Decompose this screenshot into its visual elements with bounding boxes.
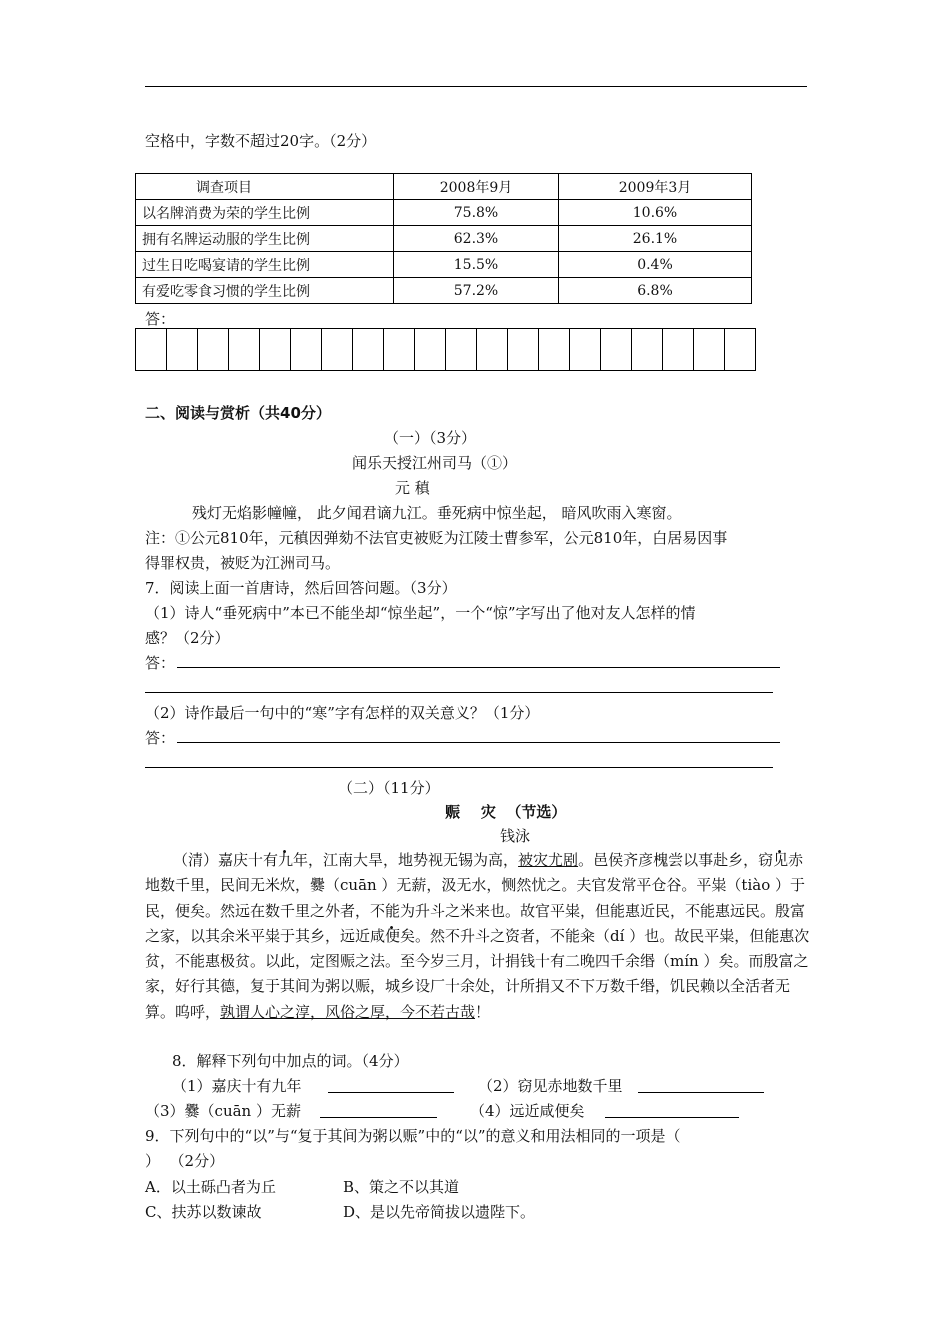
table-cell: 过生日吃喝宴请的学生比例 (136, 252, 394, 278)
table-cell: 10.6% (559, 200, 752, 226)
table-header-row (136, 174, 752, 200)
grid-cell[interactable] (694, 329, 725, 371)
passage-text: ！ (475, 1002, 491, 1021)
grid-cell[interactable] (136, 329, 167, 371)
question-8-2: （2）窃见赤地数千里 (478, 1077, 623, 1095)
grid-cell[interactable] (508, 329, 539, 371)
answer-label: 答： (145, 310, 176, 328)
dotted-word: 咸 (370, 926, 386, 945)
grid-cell[interactable] (570, 329, 601, 371)
grid-cell[interactable] (198, 329, 229, 371)
poem-text: 残灯无焰影幢幢， 此夕闻君谪九江。垂死病中惊坐起， 暗风吹雨入寒窗。 (192, 504, 682, 522)
passage-text: （清）嘉庆十 (173, 851, 264, 869)
option-b[interactable]: B、策之不以其道 (343, 1178, 460, 1196)
question-7: 7．阅读上面一首唐诗，然后回答问题。（3分） (145, 579, 457, 597)
question-7-1: （1）诗人“垂死病中”本已不能坐却“惊坐起”，一个“惊”字写出了他对友人怎样的情 (145, 604, 696, 622)
table-cell: 6.8% (559, 278, 752, 304)
note-line: 得罪权贵，被贬为江洲司马。 (145, 554, 341, 572)
grid-cell[interactable] (725, 329, 756, 371)
note-line: 注：①公元810年，元稹因弹劾不法官吏被贬为江陵士曹参军，公元810年，白居易因事 (145, 529, 728, 547)
passage-author: 钱泳 (500, 827, 531, 845)
grid-cell[interactable] (167, 329, 198, 371)
answer-line[interactable] (328, 1092, 454, 1093)
grid-cell[interactable] (229, 329, 260, 371)
question-8: 8．解释下列句中加点的词。（4分） (172, 1052, 409, 1070)
poet-name: 元 稹 (395, 479, 430, 497)
grid-cell[interactable] (384, 329, 415, 371)
passage-text: 便矣。然不升斗之资者，不能籴（dí ）也。故民平粜，但能惠次贫，不能惠极贫。以此，定图赈之法。至今岁三月，计捐钱十有二晚四千余缗（mín ）矣。而殷富之家，好行其德，复于其间为粥以赈，城乡设厂十余处，计所捐又不下万数千缗，饥民赖以全活者无算。呜呼， (145, 926, 810, 1021)
part1-heading: （一）（3分） (384, 429, 477, 447)
question-7-2: （2）诗作最后一句中的“寒”字有怎样的双关意义？（1分） (145, 704, 540, 722)
grid-cell[interactable] (353, 329, 384, 371)
part2-heading: （二）（11分） (338, 779, 440, 797)
table-cell: 以名牌消费为荣的学生比例 (136, 200, 394, 226)
table-row (136, 252, 752, 278)
answer-label: 答： (145, 654, 176, 672)
answer-line[interactable] (177, 667, 780, 668)
table-cell: 15.5% (394, 252, 559, 278)
answer-line[interactable] (605, 1117, 739, 1118)
table-cell: 57.2% (394, 278, 559, 304)
header-cell: 调查项目 (136, 174, 394, 200)
grid-cell[interactable] (322, 329, 353, 371)
passage-text: 见赤地数千里，民间无米炊，爨（cuān ）无薪，汲无水，恻然忧之。夫官发常平仓谷。平粜（tiào ）于民，便矣。然远在数千里之外者，不能为升斗之米来也。故官平粜，但能惠近民，不能惠远民。殷富之家，以其余米平粜于其乡，远近 (145, 851, 806, 945)
grid-cell[interactable] (415, 329, 446, 371)
table-row (136, 278, 752, 304)
underlined-phrase: 孰谓人心之淳，风俗之厚，今不若古哉 (220, 1002, 476, 1021)
section-title: 二、阅读与赏析（共40分） (145, 404, 331, 422)
table-row (136, 200, 752, 226)
answer-line[interactable] (145, 692, 773, 693)
answer-label: 答： (145, 729, 176, 747)
grid-cell[interactable] (291, 329, 322, 371)
survey-table (135, 173, 752, 304)
table-cell: 有爱吃零食习惯的学生比例 (136, 278, 394, 304)
header-cell: 2009年3月 (559, 174, 752, 200)
dotted-word: 窃 (758, 851, 774, 869)
grid-cell[interactable] (539, 329, 570, 371)
answer-line[interactable] (177, 742, 780, 743)
question-8-3: （3）爨（cuān ）无薪 (145, 1102, 301, 1120)
dotted-word: 有 (263, 851, 279, 869)
question-9: 9．下列句中的“以”与“复于其间为粥以赈”中的“以”的意义和用法相同的一项是（ (145, 1127, 681, 1145)
grid-cell[interactable] (601, 329, 632, 371)
grid-cell[interactable] (446, 329, 477, 371)
table-cell: 拥有名牌运动服的学生比例 (136, 226, 394, 252)
passage-text: 九年，江南大旱，地势视无锡为高， (278, 851, 519, 869)
table-row (136, 226, 752, 252)
header-rule (145, 86, 807, 87)
question-7-1-cont: 感？（2分） (145, 629, 230, 647)
grid-cell[interactable] (260, 329, 291, 371)
table-cell: 0.4% (559, 252, 752, 278)
question-8-4: （4）远近咸便矣 (470, 1102, 585, 1120)
table-cell: 26.1% (559, 226, 752, 252)
option-a[interactable]: A．以土砾凸者为丘 (145, 1178, 276, 1196)
grid-cell[interactable] (477, 329, 508, 371)
answer-line[interactable] (145, 767, 773, 768)
answer-line[interactable] (638, 1092, 764, 1093)
table-cell: 75.8% (394, 200, 559, 226)
header-cell: 2008年9月 (394, 174, 559, 200)
underlined-phrase: 被灾尤剧 (518, 851, 579, 869)
passage-title: 赈 灾 （节选） (445, 803, 567, 821)
poem-title: 闻乐天授江州司马（①） (352, 454, 518, 472)
intro-line: 空格中，字数不超过20字。（2分） (145, 132, 377, 150)
table-cell: 62.3% (394, 226, 559, 252)
question-9-cont: ） （2分） (145, 1152, 225, 1170)
question-8-1: （1）嘉庆十有九年 (172, 1077, 302, 1095)
passage-body (145, 848, 815, 1025)
grid-cell[interactable] (663, 329, 694, 371)
grid-cell[interactable] (632, 329, 663, 371)
option-d[interactable]: D、是以先帝简拔以遗陛下。 (343, 1203, 536, 1221)
answer-grid[interactable] (135, 328, 756, 371)
answer-line[interactable] (320, 1117, 437, 1118)
option-c[interactable]: C、扶苏以数谏故 (145, 1203, 262, 1221)
passage-text: 。邑侯齐彦槐尝以事赴乡， (578, 851, 759, 869)
